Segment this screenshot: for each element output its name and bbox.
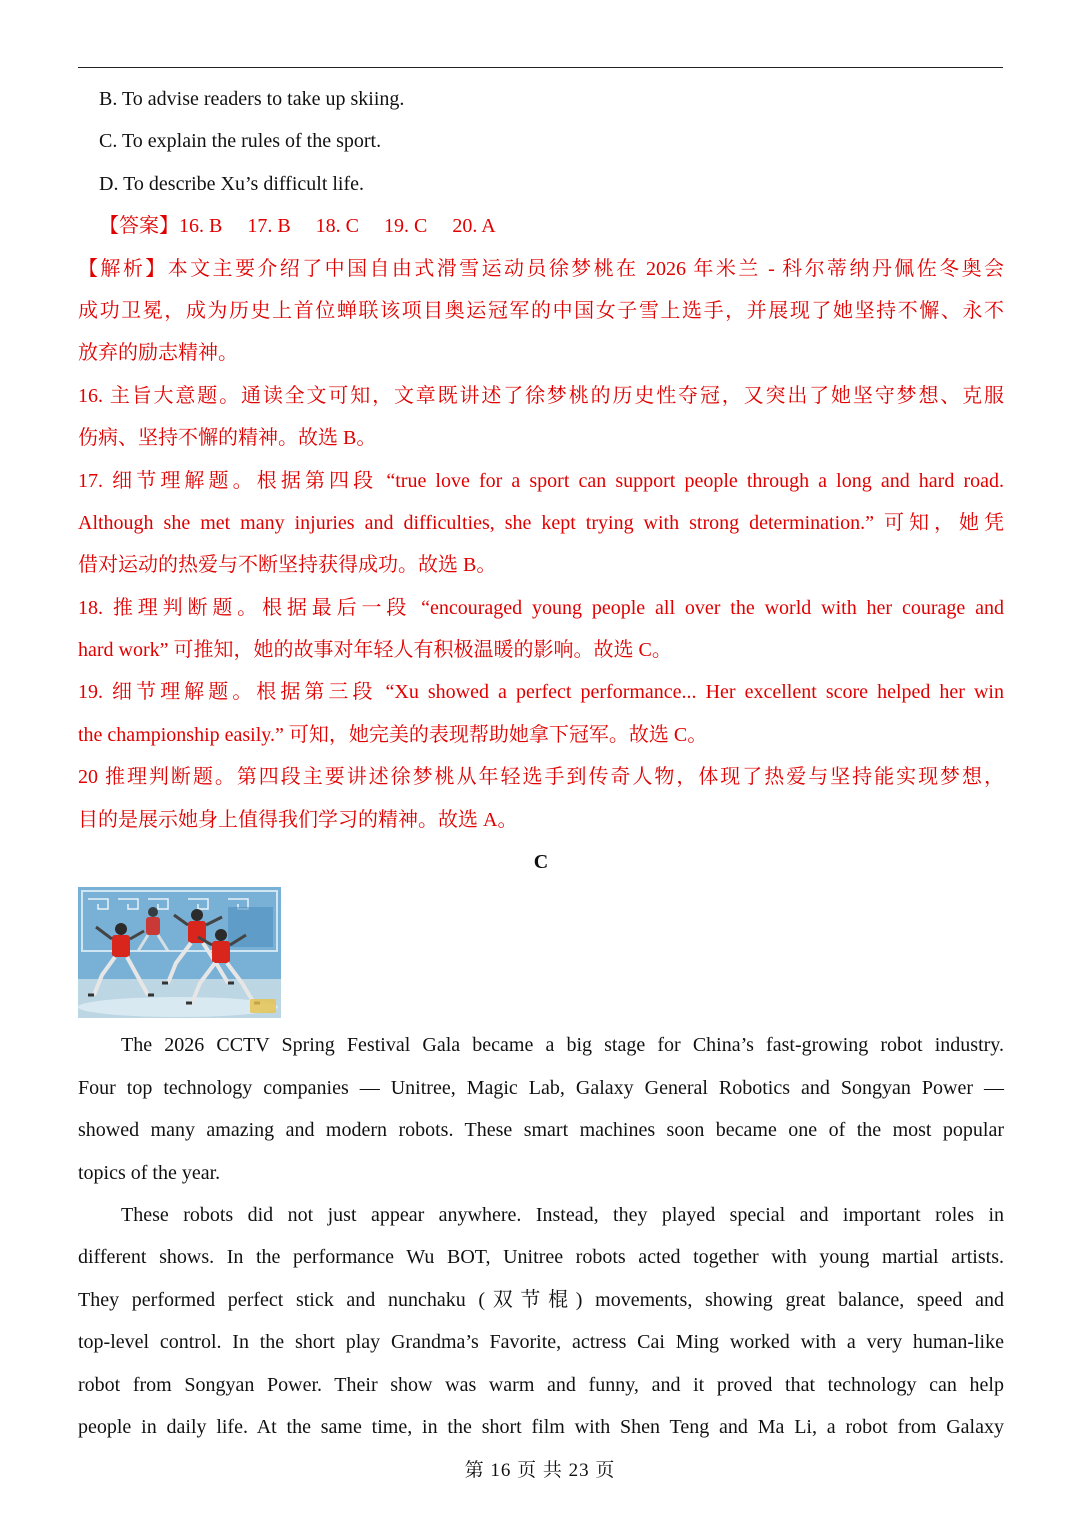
analysis-line: 20 推理判断题。第四段主要讲述徐梦桃从年轻选手到传奇人物，体现了热爱与坚持能实现梦想， [78, 766, 1004, 789]
passage-line: These robots did not just appear anywhere. Instead, they played special and important roles in [121, 1203, 1004, 1226]
analysis-line: 伤病、坚持不懈的精神。故选 B。 [78, 427, 377, 450]
passage-line: Four top technology companies — Unitree, Magic Lab, Galaxy General Robotics and Songyan Power — [78, 1076, 1004, 1099]
page-content [78, 78, 1004, 1448]
analysis-line: the championship easily.” 可知，她完美的表现帮助她拿下冠军。故选 C。 [78, 723, 708, 746]
passage-line: different shows. In the performance Wu BOT, Unitree robots acted together with young martial artists. [78, 1246, 1004, 1269]
analysis-section [78, 248, 1004, 841]
passage [78, 1024, 1004, 1448]
passage-line: people in daily life. At the same time, in the short film with Shen Teng and Ma Li, a robot from Galaxy [78, 1415, 1004, 1438]
passage-line: robot from Songyan Power. Their show was warm and funny, and it proved that technology can help [78, 1373, 1004, 1396]
analysis-line: 借对运动的热爱与不断坚持获得成功。故选 B。 [78, 554, 497, 577]
passage-line: top-level control. In the short play Grandma’s Favorite, actress Cai Ming worked with a very human-like [78, 1331, 1004, 1354]
analysis-line: 17. 细节理解题。根据第四段 “true love for a sport can support people through a long and hard road. [78, 469, 1004, 492]
analysis-line: 成功卫冕，成为历史上首位蝉联该项目奥运冠军的中国女子雪上选手，并展现了她坚持不懈、永不 [78, 299, 1004, 322]
analysis-line: 18. 推理判断题。根据最后一段 “encouraged young people all over the world with her courage and [78, 596, 1004, 619]
analysis-line: Although she met many injuries and difficulties, she kept trying with strong determination.” 可知，她凭 [78, 511, 1004, 534]
section-title: C [533, 851, 549, 874]
header-rule [78, 67, 1003, 68]
analysis-line: 19. 细节理解题。根据第三段 “Xu showed a perfect performance... Her excellent score helped her win [78, 681, 1004, 704]
analysis-line: 【解析】本文主要介绍了中国自由式滑雪运动员徐梦桃在 2026 年米兰 - 科尔蒂纳丹佩佐冬奥会 [78, 257, 1004, 280]
robot-performance-illustration [78, 887, 281, 1018]
analysis-line: 16. 主旨大意题。通读全文可知，文章既讲述了徐梦桃的历史性夺冠，又突出了她坚守梦想、克服 [78, 384, 1004, 407]
answer-key: 【答案】16. B 17. B 18. C 19. C 20. A [99, 215, 496, 238]
robot-performance-photo [78, 887, 281, 1018]
option-b: B. To advise readers to take up skiing. [99, 88, 405, 110]
passage-line: showed many amazing and modern robots. These smart machines soon became one of the most popular [78, 1119, 1004, 1142]
page-footer: 第 16 页 共 23 页 [464, 1460, 616, 1481]
passage-line: They performed perfect stick and nunchaku (双节棍) movements, showing great balance, speed and [78, 1288, 1004, 1311]
analysis-line: 目的是展示她身上值得我们学习的精神。故选 A。 [78, 808, 518, 831]
analysis-line: hard work” 可推知，她的故事对年轻人有积极温暖的影响。故选 C。 [78, 639, 672, 662]
option-d: D. To describe Xu’s difficult life. [99, 172, 365, 195]
option-c: C. To explain the rules of the sport. [99, 130, 382, 153]
passage-line: The 2026 CCTV Spring Festival Gala became a big stage for China’s fast-growing robot industry. [121, 1034, 1004, 1057]
analysis-line: 放弃的励志精神。 [78, 342, 238, 365]
passage-line: topics of the year. [78, 1161, 221, 1184]
